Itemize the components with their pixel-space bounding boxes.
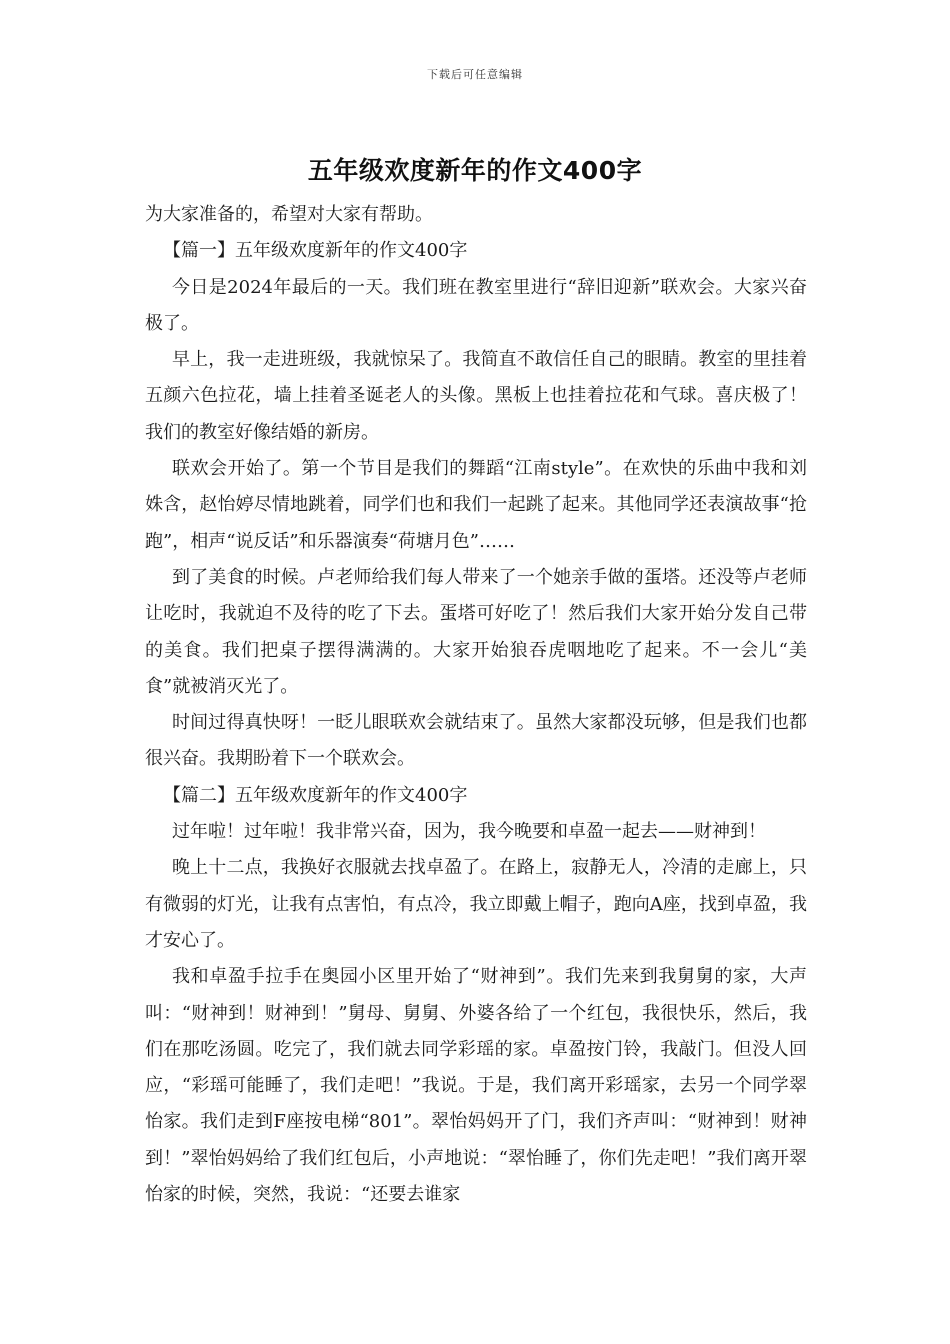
paragraph: 过年啦！过年啦！我非常兴奋，因为，我今晚要和卓盈一起去——财神到！ — [172, 821, 766, 843]
intro-paragraph: 为大家准备的，希望对大家有帮助。 — [145, 204, 433, 225]
document-title: 五年级欢度新年的作文400字 — [307, 156, 643, 185]
paragraph: 联欢会开始了。第一个节目是我们的舞蹈“江南style”。在欢快的乐曲中我和刘姝含，赵怡婷尽情地跳着，同学们也和我们一起跳了起来。其他同学还表演故事“抢跑”，相声“说反话”和乐器演奏“荷塘月色”…… — [145, 458, 807, 552]
paragraph: 早上，我一走进班级，我就惊呆了。我简直不敢信任自己的眼睛。教室的里挂着五颜六色拉花，墙上挂着圣诞老人的头像。黑板上也挂着拉花和气球。喜庆极了！我们的教室好像结婚的新房。 — [145, 349, 807, 443]
paragraph: 时间过得真快呀！一眨儿眼联欢会就结束了。虽然大家都没玩够，但是我们也都很兴奋。我期盼着下一个联欢会。 — [145, 712, 807, 770]
section-heading-2: 【篇二】五年级欢度新年的作文400字 — [163, 784, 468, 806]
paragraph: 晚上十二点，我换好衣服就去找卓盈了。在路上，寂静无人，冷清的走廊上，只有微弱的灯光，让我有点害怕，有点冷，我立即戴上帽子，跑向A座，找到卓盈，我才安心了。 — [145, 857, 807, 951]
paragraph: 今日是2024年最后的一天。我们班在教室里进行“辞旧迎新”联欢会。大家兴奋极了。 — [145, 276, 807, 334]
document-body — [145, 197, 807, 1213]
paragraph: 我和卓盈手拉手在奥园小区里开始了“财神到”。我们先来到我舅舅的家，大声叫：“财神到！财神到！”舅母、舅舅、外婆各给了一个红包，我很快乐，然后，我们在那吃汤圆。吃完了，我们就去同学彩瑶的家。卓盈按门铃，我敲门。但没人回应，“彩瑶可能睡了，我们走吧！”我说。于是，我们离开彩瑶家，去另一个同学翠怡家。我们走到F座按电梯“801”。翠怡妈妈开了门，我们齐声叫：“财神到！财神到！”翠怡妈妈给了我们红包后，小声地说：“翠怡睡了，你们先走吧！”我们离开翠怡家的时候，突然，我说：“还要去谁家 — [145, 966, 807, 1206]
paragraph: 到了美食的时候。卢老师给我们每人带来了一个她亲手做的蛋塔。还没等卢老师让吃时，我就迫不及待的吃了下去。蛋塔可好吃了！然后我们大家开始分发自己带的美食。我们把桌子摆得满满的。大家开始狼吞虎咽地吃了起来。不一会儿“美食”就被消灭光了。 — [145, 566, 807, 697]
header-note: 下载后可任意编辑 — [427, 68, 523, 81]
section-heading-1: 【篇一】五年级欢度新年的作文400字 — [163, 240, 468, 262]
